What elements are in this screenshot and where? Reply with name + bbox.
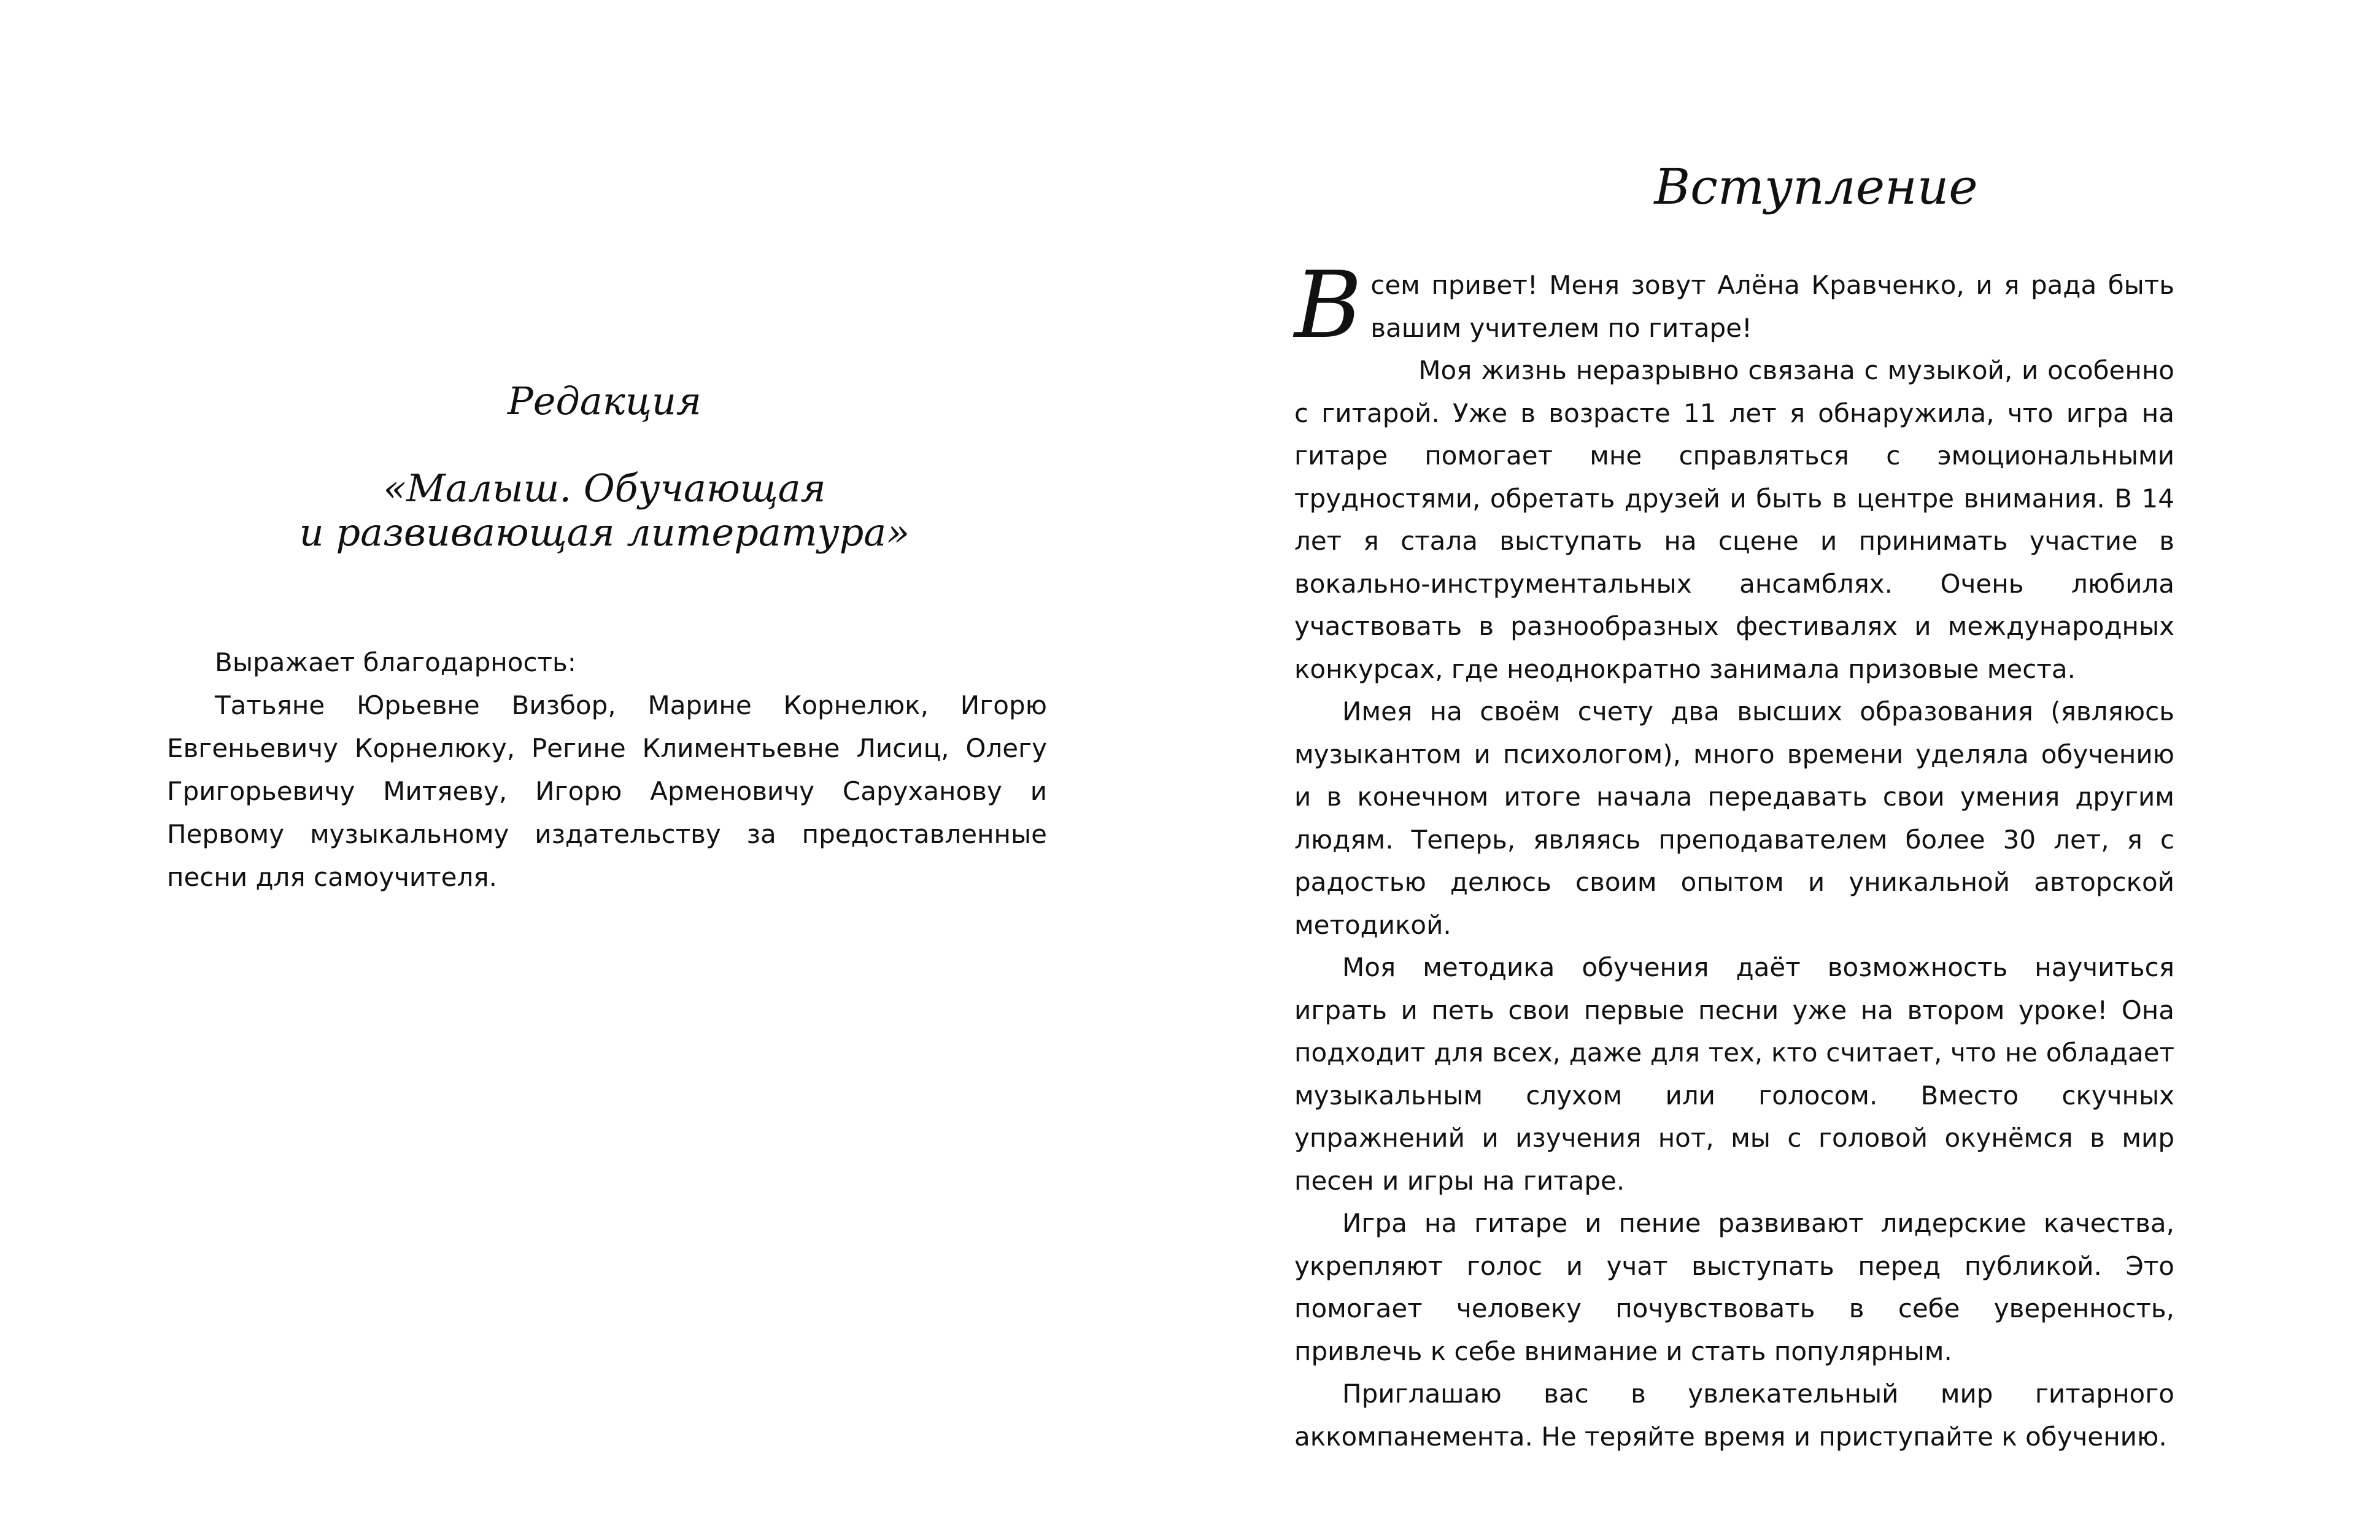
publisher-name-line-2: и развивающая литература» <box>299 510 910 555</box>
acknowledgements-text: Татьяне Юрьевне Визбор, Марине Корнелюк, Игорю Евгеньевичу Корнелюку, Регине Климентьевне Лисиц, Олегу Григорьевичу Митяеву, Игорю Арменовичу Саруханову и Первому музыкальному издательству за предоставленные песни для самоучителя. <box>167 690 1047 892</box>
publisher-name <box>166 466 1043 555</box>
intro-paragraph-2: Моя жизнь неразрывно связана с музыкой, и особенно с гитарой. Уже в возрасте 11 лет я обнаружила, что игра на гитаре помогает мне справляться с эмоциональными трудностями, обретать друзей и быть в центре внимания. В 14 лет я стала выступать на сцене и принимать участие в вокально-инструментальных ансамблях. Очень любила участвовать в разнообразных фестивалях и международных конкурсах, где неоднократно занимала призовые места. <box>1294 355 2174 684</box>
intro-paragraph-1 <box>1294 252 2174 359</box>
intro-paragraph-5: Игра на гитаре и пение развивают лидерские качества, укрепляют голос и учат выступать перед публикой. Это помогает человеку почувствовать в себе уверенность, привлечь к себе внимание и стать популярным. <box>1294 1208 2174 1366</box>
intro-paragraph-6: Приглашаю вас в увлекательный мир гитарного аккомпанемента. Не теряйте время и приступайте к обучению. <box>1294 1379 2174 1452</box>
publisher-name-line-1: «Малыш. Обучающая <box>383 466 826 510</box>
intro-title: Вступление <box>1654 158 1978 215</box>
drop-cap: В <box>1294 252 1362 359</box>
intro-paragraph-3: Имея на своём счету два высших образования (являюсь музыкантом и психологом), много времени уделяла обучению и в конечном итоге начала передавать свои умения другим людям. Теперь, являясь преподавателем более 30 лет, я с радостью делюсь своим опытом и уникальной авторской методикой. <box>1294 696 2174 940</box>
acknowledgements-intro: Выражает благодарность: <box>215 647 576 677</box>
intro-body <box>1294 252 2174 1458</box>
right-page <box>1190 0 2380 1540</box>
intro-paragraph-1-text: сем привет! Меня зовут Алёна Кравченко, и я рада быть вашим учителем по гитаре! <box>1370 270 2174 343</box>
acknowledgements <box>167 641 1047 899</box>
redaction-heading: Редакция <box>508 379 701 423</box>
intro-paragraph-4: Моя методика обучения даёт возможность научиться играть и петь свои первые песни уже на втором уроке! Она подходит для всех, даже для тех, кто считает, что не обладает музыкальным слухом или голосом. Вместо скучных упражнений и изучения нот, мы с головой окунёмся в мир песен и игры на гитаре. <box>1294 952 2174 1196</box>
